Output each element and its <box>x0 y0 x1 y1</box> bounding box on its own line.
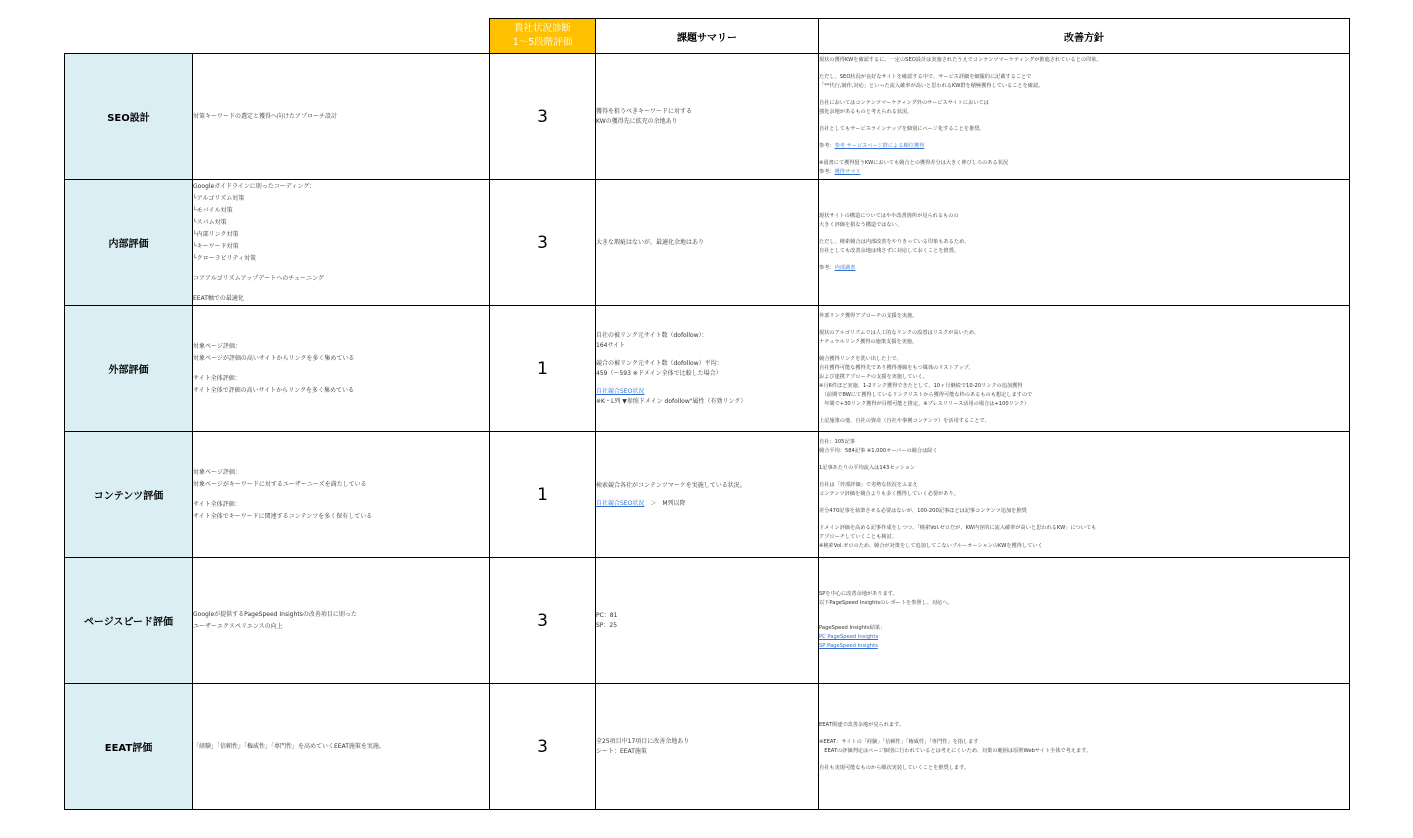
text-line: EEAT軸での最適化 <box>193 294 244 302</box>
text-line-with-link <box>596 387 818 397</box>
blank-line <box>819 756 1349 764</box>
reference-link[interactable]: 自社競合SEO状況 <box>596 499 645 507</box>
text-line-with-link <box>596 499 818 509</box>
blank-line <box>819 151 1349 159</box>
text-line: サイト全体評価： <box>193 374 241 382</box>
text-line: 強化余地があるものと考えられる状況。 <box>819 109 913 115</box>
blank-line <box>819 516 1349 524</box>
score-cell[interactable]: 3 <box>490 180 596 306</box>
text-line: 対策キーワードの選定と獲得へ向けたアプローチ設計 <box>193 112 338 120</box>
blank-line <box>596 351 818 359</box>
text-line: └スパム対策 <box>193 218 227 226</box>
text-line: 大きく評価を損なう構造ではない。 <box>819 222 903 228</box>
text-line: └クローラビリティ対策 <box>193 254 257 262</box>
text-line-with-link <box>819 168 1349 177</box>
text-line: 競合の被リンク元サイト数（dofollow）平均： <box>596 359 723 367</box>
reference-link[interactable]: PC PageSpeed Insights <box>819 634 879 640</box>
text-line: EEAT関連で改善余地が見られます。 <box>819 721 905 728</box>
text-line: 対象ページがキーワードに対するユーザーニーズを満たしている <box>193 480 367 488</box>
blank-line <box>596 379 818 387</box>
text-line-with-link <box>819 633 1349 642</box>
blank-line <box>193 265 489 273</box>
text-line-with-link <box>819 142 1349 151</box>
reference-link[interactable]: 内部調書 <box>834 265 856 271</box>
summary-cell[interactable] <box>596 432 819 558</box>
text-line: ※月6件ほど実施、1-2リンク獲得できたとして、10ヶ月継続で10-20リンクの追加獲得 <box>819 382 1023 389</box>
text-line: └キーワード対策 <box>193 242 239 250</box>
text-line: ※検索Vol.ゼロのため、競合が対策をして追加してこないブルーオーシャンのKWを獲得していく <box>819 543 1043 549</box>
score-cell[interactable]: 1 <box>490 306 596 432</box>
policy-cell[interactable] <box>819 432 1350 558</box>
text-line: コアアルゴリズムアップデートへのチューニング <box>193 274 324 282</box>
text-line: ナチュラルリンク獲得の施策支援を実施。 <box>819 338 918 345</box>
text-line: 自社獲得可能な獲得先であり獲得導線をもつ媒体のリストアップ、 <box>819 364 974 371</box>
criteria-cell[interactable] <box>193 684 490 810</box>
category-cell[interactable]: ページスピード評価 <box>65 558 193 684</box>
criteria-cell[interactable] <box>193 432 490 558</box>
blank-line <box>819 65 1349 73</box>
text-line: 以下PageSpeed Insightsのレポートを参照し、対応へ。 <box>819 600 953 606</box>
text-line: 自社も実現可能なものから順次実装していくことを推奨します。 <box>819 764 970 771</box>
header-summary[interactable]: 課題サマリー <box>596 19 819 54</box>
text-line: Googleガイドラインに則ったコーディング： <box>193 182 316 190</box>
category-cell[interactable]: SEO設計 <box>65 54 193 180</box>
blank-line <box>819 321 1349 329</box>
policy-cell[interactable] <box>819 306 1350 432</box>
text-line: 大きな瑕疵はないが、最適化余地はあり <box>596 238 705 246</box>
text-line: 競合獲得リンクを洗い出した上で、 <box>819 355 902 362</box>
text-line: 獲得を狙うべきキーワードに対する <box>596 107 693 115</box>
text-line: 上記施策の他、自社の資産（自社や事例コンテンツ）を活用することで、 <box>819 417 990 424</box>
reference-link[interactable]: 自社競合SEO状況 <box>596 387 645 395</box>
score-cell[interactable]: 3 <box>490 54 596 180</box>
header-policy[interactable]: 改善方針 <box>819 19 1350 54</box>
header-score-line1: 貴社状況診断 <box>513 23 571 34</box>
summary-cell[interactable] <box>596 684 819 810</box>
header-blank <box>65 19 490 54</box>
text-line: 現状サイトの構造についてはやや改善箇所が見られるものの <box>819 213 959 219</box>
summary-cell[interactable] <box>596 558 819 684</box>
blank-line <box>819 608 1349 616</box>
text-line: SP：25 <box>596 621 618 629</box>
criteria-cell[interactable] <box>193 558 490 684</box>
text-line: ただし、検索競合は内部改善をやりきっている印象もあるため、 <box>819 239 970 245</box>
text-line: EEATの評価判定はページ個別に行われているとは考えにくいため、対策の範囲は原則Webサイト全体で考えます。 <box>819 747 1092 754</box>
text-line: 自社としても改善余地は残さずに対応しておくことを推奨。 <box>819 248 960 254</box>
line-text: 参考： <box>819 143 835 149</box>
text-line: 対象ページ評価： <box>193 468 241 476</box>
blank-line <box>819 230 1349 238</box>
score-cell[interactable]: 3 <box>490 684 596 810</box>
text-line-with-link <box>819 264 1349 273</box>
policy-cell[interactable] <box>819 558 1350 684</box>
blank-line <box>819 256 1349 264</box>
text-line: および連携アプローチの支援を実施していく。 <box>819 373 928 380</box>
text-line: アプローチしていくことも検討。 <box>819 534 897 540</box>
text-line: PageSpeed Insights結果： <box>819 625 886 631</box>
blank-line <box>819 473 1349 481</box>
text-line: 459（～593 ※ドメイン全体で比較した場合） <box>596 369 722 377</box>
text-line: SPを中心に改善余地があります。 <box>819 591 898 597</box>
text-line: 対象ページ評価： <box>193 342 241 350</box>
text-line: 自社は「外部評価」で劣勢な状況をふまえ <box>819 482 918 488</box>
text-line: 競合平均：584記事 ※1,000オーバーの競合は除く <box>819 448 938 454</box>
text-line: ※K・L列 ▼参照ドメイン dofollow"属性（有効リンク） <box>596 397 747 405</box>
assessment-row <box>65 432 1350 558</box>
reference-link[interactable]: 参考 サービスページ群による順位獲得 <box>834 143 925 149</box>
text-line: 年間で+30リンク獲得が目標可能と推定。※プレスリリース活用の場合は+100リンク） <box>819 400 1030 407</box>
text-line: 外部リンク獲得アプローチの支援を実施。 <box>819 312 918 319</box>
blank-line <box>819 117 1349 125</box>
text-line: コンテンツ評価を競合よりも多く獲得していく必要があり。 <box>819 491 959 497</box>
text-line: 全25項目中17項目に改善余地あり <box>596 737 690 745</box>
blank-line <box>819 730 1349 738</box>
text-line: サイト全体で評価の高いサイトからリンクを多く集めている <box>193 386 355 394</box>
line-text: ＞ M列以降 <box>644 499 686 507</box>
category-cell[interactable]: 外部評価 <box>65 306 193 432</box>
text-line: サイト全体でキーワードに関連するコンテンツを多く保有している <box>193 512 373 520</box>
text-line: 自社としてもサービスラインナップを個別にページ化することを推奨。 <box>819 126 985 132</box>
header-score[interactable] <box>490 19 596 54</box>
line-text: 参考： <box>819 169 835 175</box>
blank-line <box>819 347 1349 355</box>
blank-line <box>193 491 489 499</box>
text-line: 対象ページが評価の高いサイトからリンクを多く集めている <box>193 354 355 362</box>
summary-cell[interactable] <box>596 54 819 180</box>
text-line: 自社：105記事 <box>819 439 855 445</box>
text-line: ユーザーエクスペリエンスの向上 <box>193 622 283 630</box>
text-line: 「**代行,制作,対応」といった流入確率が高いと思われるKW群を積極獲得していることを確認。 <box>819 83 1044 89</box>
text-line: シート：EEAT施策 <box>596 747 647 755</box>
text-line-with-link <box>819 642 1349 651</box>
text-line: PC：81 <box>596 611 618 619</box>
text-line: KWの獲得先に拡充の余地あり <box>596 117 678 125</box>
policy-cell[interactable] <box>819 180 1350 306</box>
assessment-row <box>65 306 1350 432</box>
text-line: （前期でBWにて獲得しているリンクリストから獲得可能な枠のあるものも想定しますので <box>819 391 1033 398</box>
reference-link[interactable]: 獲得サマリ <box>834 169 861 175</box>
reference-link[interactable]: SP PageSpeed Insights <box>819 643 878 649</box>
blank-line <box>819 134 1349 142</box>
text-line: └モバイル対策 <box>193 206 233 214</box>
blank-line <box>819 499 1349 507</box>
summary-cell[interactable] <box>596 306 819 432</box>
text-line: 164サイト <box>596 341 626 349</box>
text-line: 自社においてはコンテンツマーケティング外のサービスサイトにおいては <box>819 100 989 106</box>
header-row <box>65 19 1350 54</box>
text-line: ※図書にて獲得狙うKWにおいても競合との獲得差分は大きく伸びしろのある状況 <box>819 160 1009 166</box>
category-cell[interactable]: EEAT評価 <box>65 684 193 810</box>
text-line: Googleが提供するPageSpeed Insightsの改善項目に則った <box>193 610 357 618</box>
line-text: 参考： <box>819 265 835 271</box>
assessment-row <box>65 180 1350 306</box>
text-line: 差分470記事を執筆させる必要はないが、100-200記事ほどは記事コンテンツ追加を推奨 <box>819 508 1027 514</box>
blank-line <box>193 365 489 373</box>
assessment-row <box>65 684 1350 810</box>
blank-line <box>193 285 489 293</box>
text-line: 現状のアルゴリズムでは人工的なリンクの設置はリスクが高いため、 <box>819 329 980 336</box>
criteria-cell[interactable] <box>193 54 490 180</box>
blank-line <box>819 456 1349 464</box>
policy-cell[interactable] <box>819 684 1350 810</box>
blank-line <box>819 616 1349 624</box>
blank-line <box>596 491 818 499</box>
category-cell[interactable]: コンテンツ評価 <box>65 432 193 558</box>
text-line: サイト全体評価： <box>193 500 241 508</box>
criteria-cell[interactable] <box>193 306 490 432</box>
policy-cell[interactable] <box>819 54 1350 180</box>
text-line: 自社の被リンク元サイト数（dofollow）： <box>596 331 708 339</box>
assessment-row <box>65 54 1350 180</box>
text-line: ドメイン評価を高める記事作成をしつつ、「検索Vol.ゼロだが、KW内容的に流入確率が高いと思われるKW」についても <box>819 525 1097 531</box>
text-line: ※EEAT：サイトの「経験」「信頼性」「権威性」「専門性」を指します <box>819 738 979 745</box>
summary-cell[interactable] <box>596 180 819 306</box>
text-line: ただし、SEO状況が良好なサイトを確認する中で、サービス詳細を網羅的に記載することで <box>819 74 1032 80</box>
score-cell[interactable]: 1 <box>490 432 596 558</box>
score-cell[interactable]: 3 <box>490 558 596 684</box>
criteria-cell[interactable] <box>193 180 490 306</box>
blank-line <box>819 409 1349 417</box>
text-line: 現状の獲得KWを確認するに、一定のSEO設計は実施されたうえでコンテンツマーケティングが推進されているとの印象。 <box>819 57 1102 63</box>
text-line: 「経験」「信頼性」「権威性」「専門性」を高めていくEEAT施策を実施。 <box>193 742 385 750</box>
text-line: 検索競合各社がコンテンツマーケを実施している状況。 <box>596 481 746 489</box>
category-cell[interactable]: 内部評価 <box>65 180 193 306</box>
assessment-row <box>65 558 1350 684</box>
assessment-table <box>64 18 1350 810</box>
text-line: └アルゴリズム対策 <box>193 194 245 202</box>
text-line: 1記事あたりの平均流入は143セッション <box>819 465 916 471</box>
text-line: └内部リンク対策 <box>193 230 239 238</box>
blank-line <box>819 91 1349 99</box>
header-score-line2: 1～5段階評価 <box>512 37 573 48</box>
